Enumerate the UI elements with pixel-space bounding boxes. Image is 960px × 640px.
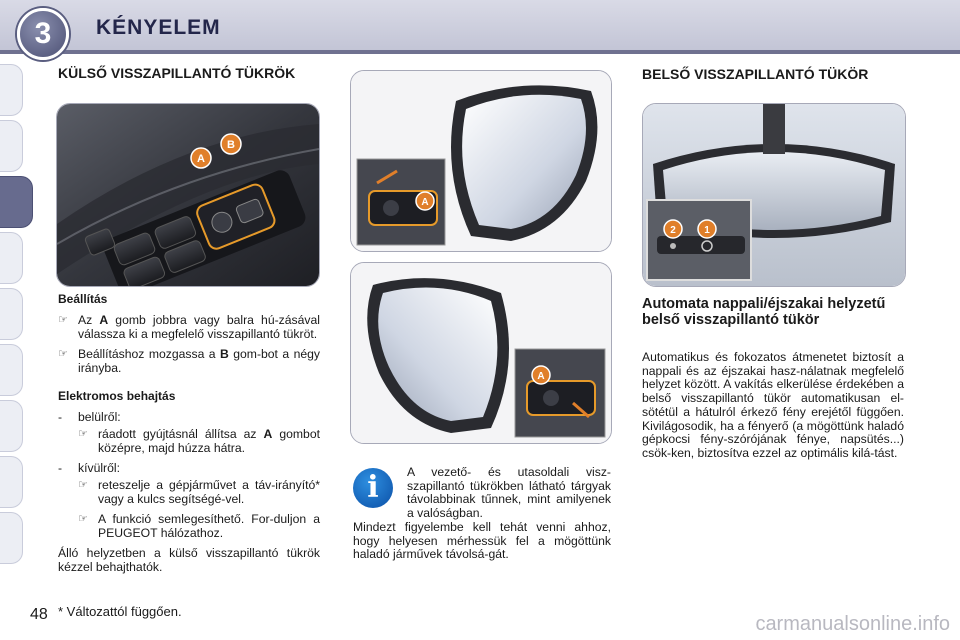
chapter-tab-2[interactable] <box>0 120 23 172</box>
photo-label-a: A <box>197 153 205 165</box>
interior-mirror-illustration <box>643 104 905 286</box>
inside-item-key: A <box>263 427 273 441</box>
adjust-item <box>58 313 320 341</box>
photo-label-a: A <box>537 371 545 382</box>
fold-title: Elektromos behajtás <box>58 389 176 403</box>
photo-label-a: A <box>421 197 429 208</box>
page-number: 48 <box>30 606 48 623</box>
mirror-switch-illustration <box>57 104 319 286</box>
dash-marker: - <box>58 461 63 475</box>
adjust-item-key: B <box>220 347 229 361</box>
left-mirror-illustration <box>351 71 611 251</box>
adjust-item-key: A <box>99 313 109 327</box>
adjust-item-text: Beállításhoz mozgassa a <box>78 347 220 361</box>
chapter-tabs <box>0 64 34 568</box>
outside-item-text: A funkció semlegesíthető. For-duljon a PEUGEOT hálózathoz. <box>98 512 320 540</box>
chapter-tab-3[interactable] <box>0 176 33 228</box>
photo-label-1: 1 <box>704 225 710 236</box>
adjust-item-text: Az <box>78 313 100 327</box>
auto-mirror-title: Automata nappali/éjszakai helyzetű belső visszapillantó tükör <box>642 296 886 328</box>
inside-item <box>78 427 320 455</box>
chapter-tab-7[interactable] <box>0 400 23 452</box>
outside-label: kívülről: <box>78 461 120 475</box>
watermark: carmanualsonline.info <box>755 613 950 635</box>
manual-fold-text: Álló helyzetben a külső visszapillantó tükrök kézzel behajthatók. <box>58 546 320 574</box>
chapter-tab-4[interactable] <box>0 232 23 284</box>
auto-mirror-text: Automatikus és fokozatos átmenetet biztosít a nappali és az éjszakai hasz-nálatnak megfelelő helyzet között. A vakítás elkerülése érdekében a belső visszapillantó tükör automatikusan el-sötétül a hátulról érkező fény erejétől függően. Kivilágosodik, ha a fényerő (a mögöttünk haladó gépkocsi fény-szórójának fénye, napsütés...) csök-ken, biztosítva ezzel az optimális kilá-tást. <box>642 350 904 460</box>
info-rest-text: Mindezt figyelembe kell tehát venni ahhoz, hogy helyesen mérhessük fel a mögöttünk haladó járművek távolsá-gát. <box>353 519 611 562</box>
chapter-badge: 3 <box>17 8 69 60</box>
chapter-tab-6[interactable] <box>0 344 23 396</box>
left-mirror-photo <box>350 70 612 252</box>
adjust-item <box>58 347 320 375</box>
header-divider <box>0 50 960 54</box>
adjust-item-text: gomb jobbra vagy balra hú-zásával válassza ki a megfelelő visszapillantó tükröt. <box>78 313 320 341</box>
right-mirror-photo <box>350 262 612 444</box>
exterior-mirror-title: KÜLSŐ VISSZAPILLANTÓ TÜKRÖK <box>58 65 296 81</box>
adjust-item-text: gom-bot a négy irányba. <box>78 347 320 375</box>
pointing-hand-icon: ☞ <box>78 428 88 440</box>
chapter-title: KÉNYELEM <box>96 16 221 39</box>
outside-option <box>58 461 320 475</box>
inside-label: belülről: <box>78 410 121 424</box>
interior-mirror-title: BELSŐ VISSZAPILLANTÓ TÜKÖR <box>642 66 869 82</box>
outside-item-text: reteszelje a gépjárművet a táv-irányító* vagy a kulcs segítségé-vel. <box>98 478 320 506</box>
chapter-tab-1[interactable] <box>0 64 23 116</box>
footnote: * Változattól függően. <box>58 604 182 619</box>
pointing-hand-icon: ☞ <box>58 314 68 326</box>
right-mirror-illustration <box>351 263 611 443</box>
photo-label-2: 2 <box>670 225 676 236</box>
info-first-text: A vezető- és utasoldali visz-szapillantó tükrökben látható tárgyak távolabbinak tűnnek, mint amilyenek a valóságban. <box>407 465 611 521</box>
outside-item <box>78 512 320 540</box>
outside-item <box>78 478 320 506</box>
inside-item-text: ráadott gyújtásnál állítsa az <box>98 427 264 441</box>
inside-option <box>58 410 320 424</box>
pointing-hand-icon: ☞ <box>58 348 68 360</box>
chapter-tab-9[interactable] <box>0 512 23 564</box>
chapter-tab-5[interactable] <box>0 288 23 340</box>
adjust-title: Beállítás <box>58 292 108 306</box>
interior-mirror-photo <box>642 103 906 287</box>
info-icon: i <box>353 468 393 508</box>
adjust-section <box>58 292 320 574</box>
mirror-switch-photo <box>56 103 320 287</box>
info-box <box>353 466 611 562</box>
chapter-tab-8[interactable] <box>0 456 23 508</box>
photo-label-b: B <box>227 139 235 151</box>
pointing-hand-icon: ☞ <box>78 479 88 491</box>
inside-item-text: gombot középre, majd húzza hátra. <box>98 427 320 455</box>
pointing-hand-icon: ☞ <box>78 513 88 525</box>
dash-marker: - <box>58 410 63 424</box>
